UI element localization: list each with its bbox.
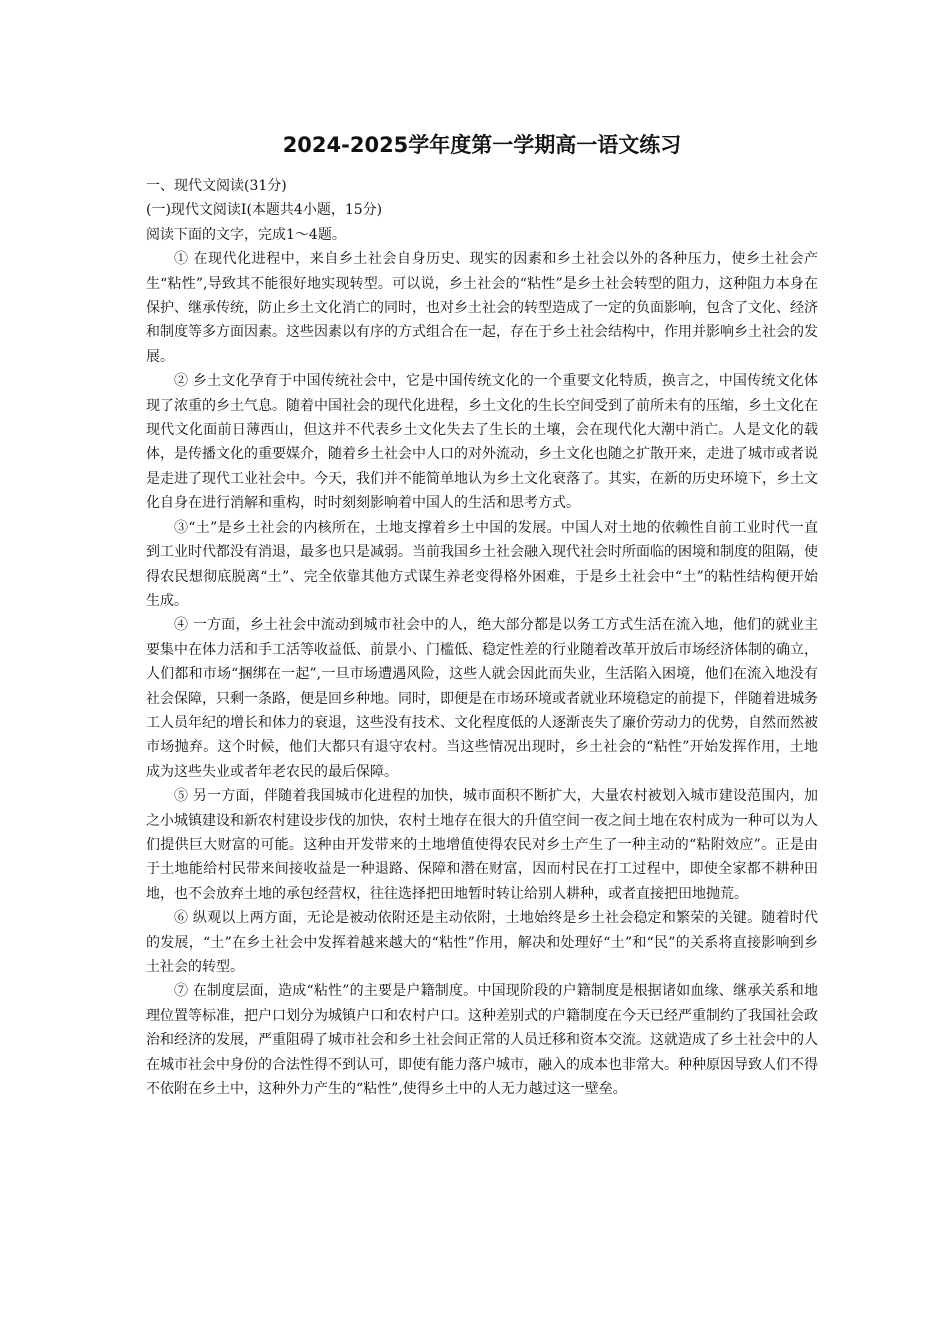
section-heading: 一、现代文阅读(31分) — [146, 178, 287, 194]
instruction-text: 阅读下面的文字，完成1～4题。 — [146, 226, 346, 243]
paragraph-4: ④ 一方面，乡土社会中流动到城市社会中的人，绝大部分都是以务工方式生活在流入地，他们的就业主要集中在体力活和手工活等收益低、前景小、门槛低、稳定性差的行业随着改革开放后市场经济体制的确立，人们都和市场“捆绑在一起”,一旦市场遭遇风险，这些人就会因此而失业，生活陷入困境，他们在流入地没有社会保障，只剩一条路，便是回乡种地。同时，即便是在市场环境或者就业环境稳定的前提下，伴随着进城务工人员年纪的增长和体力的衰退，这些没有技术、文化程度低的人逐渐丧失了廉价劳动力的优势，自然而然被市场抛弃。这个时候，他们大都只有退守农村。当这些情况出现时，乡土社会的“粘性”开始发挥作用，土地成为这些失业或者年老农民的最后保障。 — [146, 617, 818, 780]
document-title: 2024-2025学年度第一学期高一语文练习 — [282, 133, 682, 157]
paragraph-6: ⑥ 纵观以上两方面，无论是被动依附还是主动依附，土地始终是乡土社会稳定和繁荣的关键。随着时代的发展，“土”在乡土社会中发挥着越来越大的“粘性”作用，解决和处理好“土”和“民”的关系将直接影响到乡土社会的转型。 — [146, 910, 818, 975]
paragraph-3: ③“土”是乡土社会的内核所在，土地支撑着乡土中国的发展。中国人对土地的依赖性自前工业时代一直到工业时代都没有消退，最多也只是减弱。当前我国乡土社会融入现代社会时所面临的困境和制度的阻隔，使得农民想彻底脱离“土”、完全依靠其他方式谋生养老变得格外困难，于是乡土社会中“土”的粘性结构便开始生成。 — [146, 519, 818, 609]
subsection-heading: (一)现代文阅读Ⅰ(本题共4小题，15分) — [146, 202, 383, 219]
paragraph-5: ⑤ 另一方面，伴随着我国城市化进程的加快，城市面积不断扩大，大量农村被划入城市建设范围内，加之小城镇建设和新农村建设步伐的加快，农村土地存在很大的升值空间一夜之间土地在农村成为一种可以为人们提供巨大财富的可能。这种由开发带来的土地增值使得农民对乡土产生了一种主动的“粘附效应”。正是由于土地能给村民带来间接收益是一种退路、保障和潜在财富，因而村民在打工过程中，即使全家都不耕种田地，也不会放弃土地的承包经营权，往往选择把田地暂时转让给别人耕种，或者直接把田地抛荒。 — [146, 788, 818, 902]
paragraph-2: ② 乡土文化孕育于中国传统社会中，它是中国传统文化的一个重要文化特质，换言之，中国传统文化体现了浓重的乡土气息。随着中国社会的现代化进程，乡土文化的生长空间受到了前所未有的压缩，乡土文化在现代文化面前日薄西山，但这并不代表乡土文化失去了生长的土壤，会在现代化大潮中消亡。人是文化的载体，是传播文化的重要媒介，随着乡土社会中人口的对外流动，乡土文化也随之扩散开来，走进了城市或者说是走进了现代工业社会中。今天，我们并不能简单地认为乡土文化衰落了。其实，在新的历史环境下，乡土文化自身在进行消解和重构，时时刻刻影响着中国人的生活和思考方式。 — [146, 373, 818, 512]
paragraph-1: ① 在现代化进程中，来自乡土社会自身历史、现实的因素和乡土社会以外的各种压力，使乡土社会产生“粘性”,导致其不能很好地实现转型。可以说，乡土社会的“粘性”是乡土社会转型的阻力，这种阻力本身在保护、继承传统，防止乡土文化消亡的同时，也对乡土社会的转型造成了一定的负面影响，包含了文化、经济和制度等多方面因素。这些因素以有序的方式组合在一起，存在于乡土社会结构中，作用并影响乡土社会的发展。 — [146, 251, 818, 365]
paragraph-7: ⑦ 在制度层面，造成“粘性”的主要是户籍制度。中国现阶段的户籍制度是根据诸如血缘、继承关系和地理位置等标准，把户口划分为城镇户口和农村户口。这种差别式的户籍制度在今天已经严重制约了我国社会政治和经济的发展，严重阻碍了城市社会和乡土社会间正常的人员迁移和资本交流。这就造成了乡土社会中的人在城市社会中身份的合法性得不到认可，即使有能力落户城市，融入的成本也非常大。种种原因导致人们不得不依附在乡土中，这种外力产生的“粘性”,使得乡土中的人无力越过这一壁垒。 — [146, 983, 818, 1098]
document-content — [146, 130, 818, 1101]
